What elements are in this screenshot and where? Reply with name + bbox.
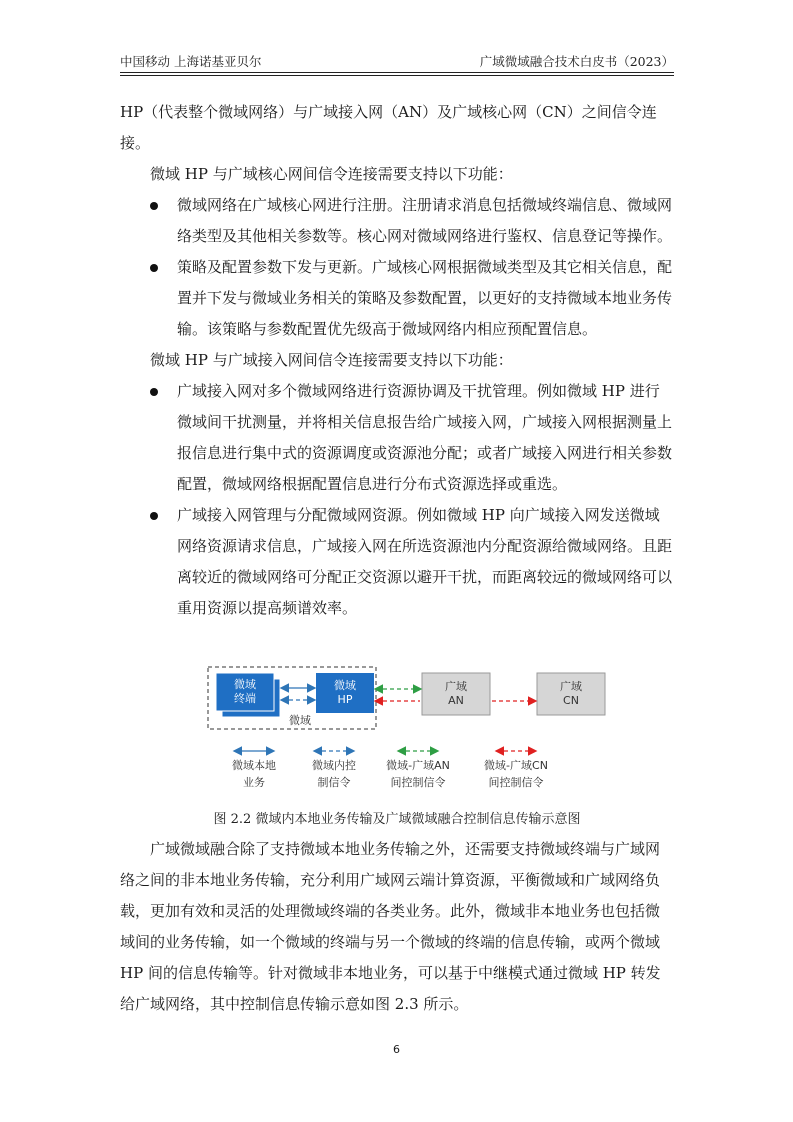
paragraph-1: HP（代表整个微域网络）与广域接入网（AN）及广域核心网（CN）之间信令连接。: [120, 103, 657, 152]
body-upper: [120, 97, 674, 624]
an-label-line1: 广域: [445, 680, 467, 693]
legend-text-line1: 微域本地: [232, 759, 276, 772]
legend-text-line1: 微域内控: [312, 759, 356, 772]
terminal-label-line1: 微域: [234, 678, 256, 691]
bullet-list-cn: [120, 190, 674, 345]
cn-label-line1: 广域: [560, 680, 582, 693]
paragraph-3: 微域 HP 与广域接入网间信令连接需要支持以下功能：: [150, 351, 513, 369]
an-label: [422, 680, 490, 708]
page-header: [120, 52, 674, 72]
bullet-icon: [150, 512, 158, 520]
bullet-icon: [150, 264, 158, 272]
paragraph-2: 微域 HP 与广域核心网间信令连接需要支持以下功能：: [150, 165, 513, 183]
list-item: [120, 376, 674, 500]
legend-text-line2: 间控制信令: [390, 776, 446, 789]
legend-item-cn: [471, 757, 561, 791]
cn-label: [537, 680, 605, 708]
body-lower: [120, 834, 674, 1020]
hp-label: [316, 679, 374, 707]
figure-caption: 图 2.2 微域内本地业务传输及广域微域融合控制信息传输示意图: [213, 812, 581, 827]
hp-label-line1: 微域: [334, 679, 356, 692]
hp-label-line2: HP: [337, 693, 353, 706]
domain-label: 微域: [289, 714, 311, 727]
legend-text-line2: 业务: [243, 776, 265, 789]
list-item: [120, 252, 674, 345]
list-item-text: 广域接入网对多个微域网络进行资源协调及干扰管理。例如微域 HP 进行微域间干扰测量，并将相关信息报告给广域接入网，广域接入网根据测量上报信息进行集中式的资源调度或资源池分配；或者广域接入网进行相关参数配置，微域网络根据配置信息进行分布式资源选择或重选。: [177, 382, 673, 493]
bullet-list-an: [120, 376, 674, 624]
list-item-text: 广域接入网管理与分配微域网资源。例如微域 HP 向广域接入网发送微域网络资源请求信息，广域接入网在所选资源池内分配资源给微域网络。且距离较近的微域网络可分配正交资源以避开干扰，而距离较远的微域网络可以重用资源以提高频谱效率。: [177, 506, 673, 617]
paragraph-4: 广域微域融合除了支持微域本地业务传输之外，还需要支持微域终端与广域网络之间的非本地业务传输，充分利用广域网云端计算资源，平衡微域和广域网络负载，更加有效和灵活的处理微域终端的各类业务。此外，微域非本地业务也包括微域间的业务传输，如一个微域的终端与另一个微域的终端的信息传输，或两个微域 HP 间的信息传输等。针对微域非本地业务，可以基于中继模式通过微域 HP 转发给广域网络，其中控制信息传输示意如图 2.3 所示。: [120, 840, 661, 1013]
list-item-text: 策略及配置参数下发与更新。广域核心网根据微域类型及其它相关信息，配置并下发与微域业务相关的策略及参数配置，以更好的支持微域本地业务传输。该策略与参数配置优先级高于微域网络内相应预配置信息。: [177, 258, 673, 338]
page-number: 6: [393, 1043, 400, 1056]
legend-item-an: [373, 757, 463, 791]
terminal-label-line2: 终端: [234, 692, 256, 705]
header-right: 广域微域融合技术白皮书（2023）: [479, 54, 674, 69]
legend-item-intra: [289, 757, 379, 791]
header-rule-thin: [120, 75, 674, 76]
bullet-icon: [150, 388, 158, 396]
legend-text-line2: 间控制信令: [488, 776, 544, 789]
list-item: [120, 190, 674, 252]
legend-text-line1: 微域-广域CN: [484, 759, 548, 772]
bullet-icon: [150, 202, 158, 210]
legend-text-line2: 制信令: [317, 776, 351, 789]
an-label-line2: AN: [448, 694, 464, 707]
cn-label-line2: CN: [563, 694, 579, 707]
terminal-label: [216, 678, 274, 706]
header-left: 中国移动 上海诺基亚贝尔: [120, 54, 262, 69]
figure-diagram: [200, 665, 620, 795]
legend-text-line1: 微域-广域AN: [386, 759, 450, 772]
header-rule: [120, 72, 674, 73]
list-item: [120, 500, 674, 624]
legend-item-local: [209, 757, 299, 791]
list-item-text: 微域网络在广域核心网进行注册。注册请求消息包括微域终端信息、微域网络类型及其他相关参数等。核心网对微域网络进行鉴权、信息登记等操作。: [177, 196, 673, 245]
